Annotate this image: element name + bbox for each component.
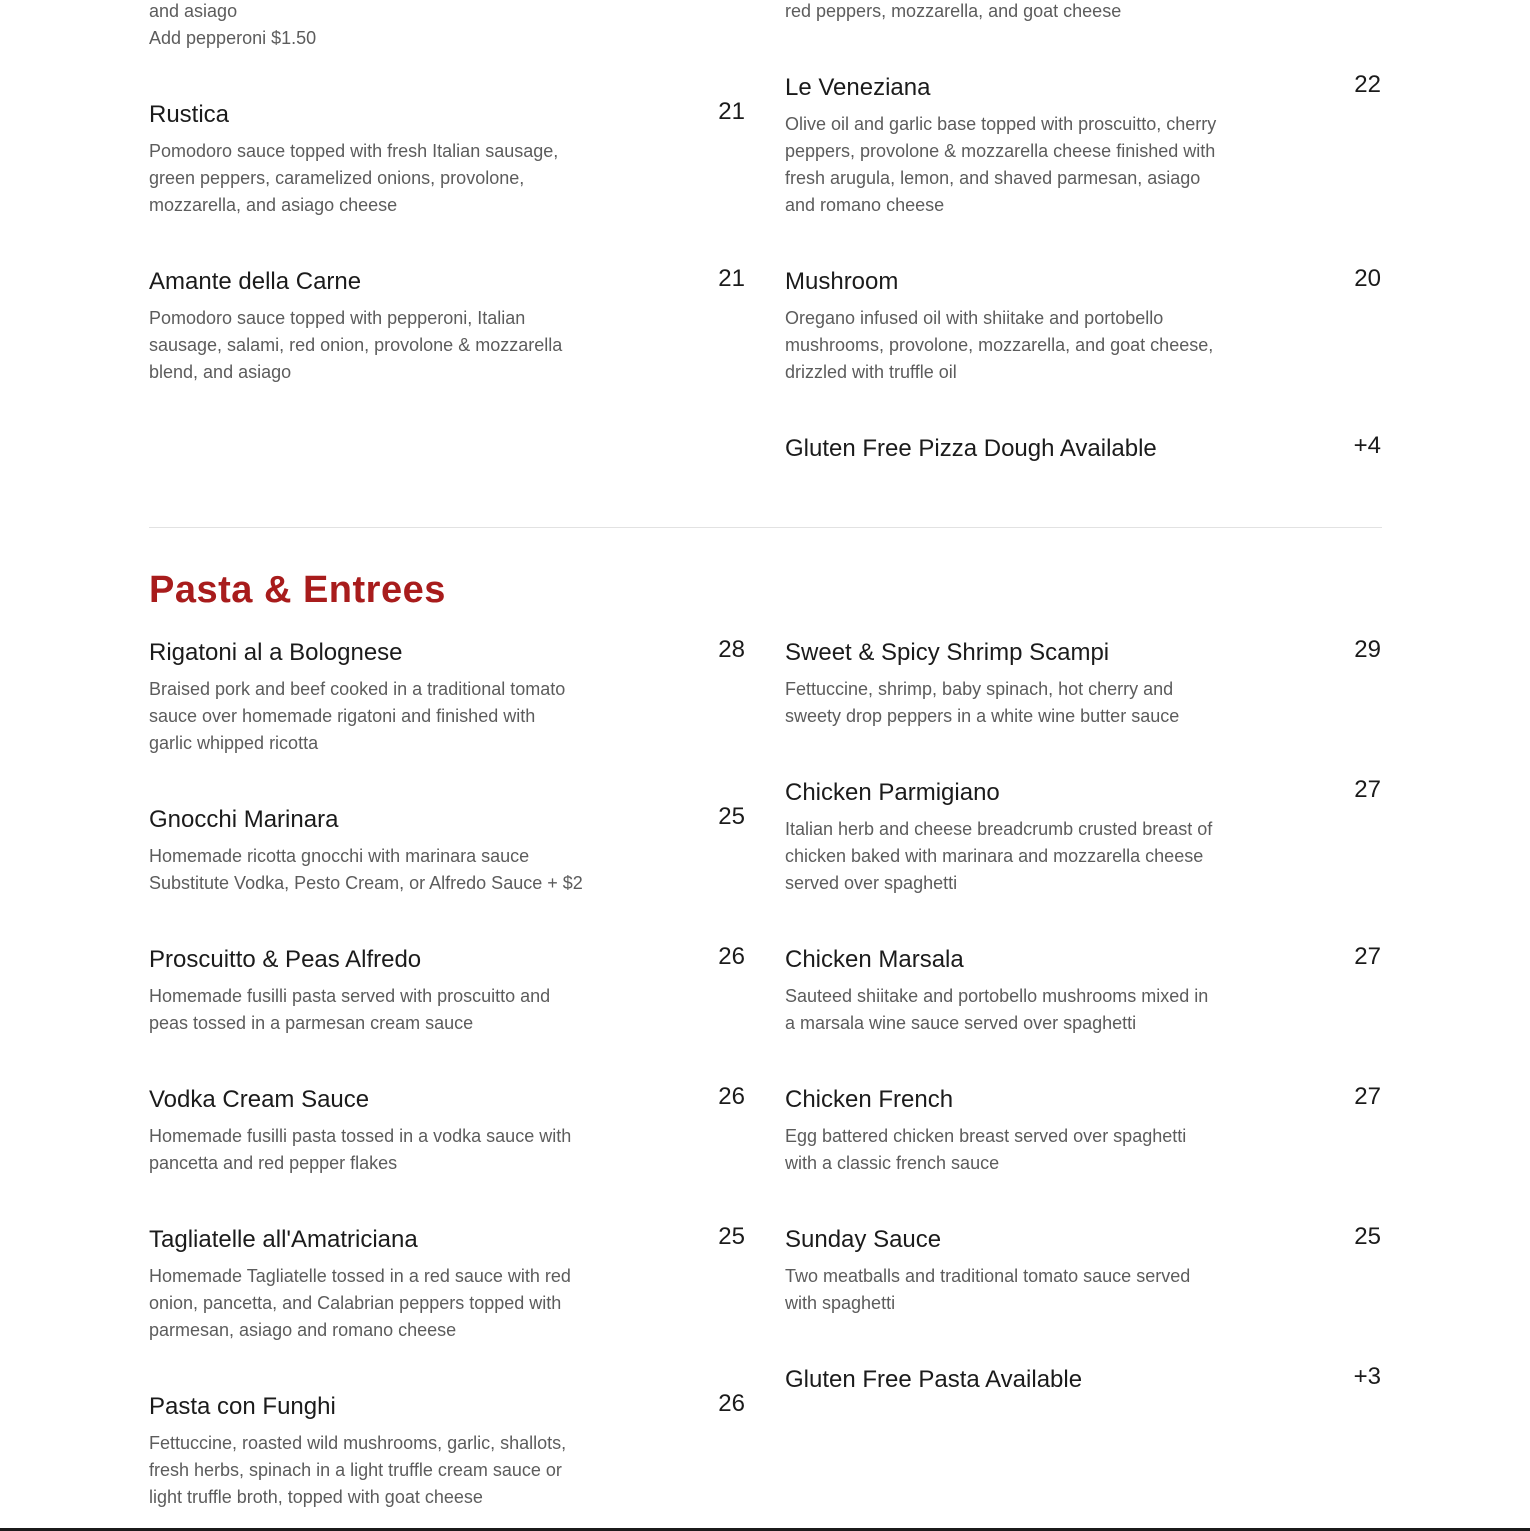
partial-description-line: red peppers, mozzarella, and goat cheese <box>785 1 1122 21</box>
description-line: with a classic french sauce <box>785 1153 1000 1173</box>
item-name: Sunday Sauce <box>785 1226 942 1253</box>
item-description <box>149 1123 571 1177</box>
item-price: 27 <box>1354 776 1381 803</box>
item-price: 27 <box>1354 1083 1381 1110</box>
item-description <box>785 1123 1186 1177</box>
description-line: chicken baked with marinara and mozzarella cheese <box>785 846 1204 866</box>
item-price: 25 <box>1354 1223 1381 1250</box>
item-name: Gluten Free Pizza Dough Available <box>785 435 1157 462</box>
item-description <box>785 816 1212 897</box>
description-line: pancetta and red pepper flakes <box>149 1153 398 1173</box>
item-price: 29 <box>1354 636 1381 663</box>
item-name: Sweet & Spicy Shrimp Scampi <box>785 639 1110 666</box>
description-line: served over spaghetti <box>785 873 958 893</box>
item-name: Tagliatelle all'Amatriciana <box>149 1226 418 1253</box>
description-line: Homemade ricotta gnocchi with marinara sauce <box>149 846 530 866</box>
item-name: Gnocchi Marinara <box>149 806 339 833</box>
item-price: 20 <box>1354 265 1381 292</box>
item-name: Mushroom <box>785 268 899 295</box>
description-line: fresh herbs, spinach in a light truffle cream sauce or <box>149 1460 562 1480</box>
item-description <box>149 138 558 219</box>
description-line: green peppers, caramelized onions, provolone, <box>149 168 525 188</box>
description-line: Olive oil and garlic base topped with proscuitto, cherry <box>785 114 1217 134</box>
description-line: sausage, salami, red onion, provolone & mozzarella <box>149 335 563 355</box>
item-name: Proscuitto & Peas Alfredo <box>149 946 422 973</box>
item-name: Rustica <box>149 101 230 128</box>
description-line: Braised pork and beef cooked in a traditional tomato <box>149 679 566 699</box>
description-line: Fettuccine, shrimp, baby spinach, hot cherry and <box>785 679 1174 699</box>
description-line: parmesan, asiago and romano cheese <box>149 1320 457 1340</box>
item-price: +4 <box>1353 432 1381 459</box>
description-line: Pomodoro sauce topped with pepperoni, Italian <box>149 308 526 328</box>
item-name: Chicken French <box>785 1086 954 1113</box>
item-price: 26 <box>718 1390 745 1417</box>
description-line: Sauteed shiitake and portobello mushrooms mixed in <box>785 986 1209 1006</box>
item-name: Vodka Cream Sauce <box>149 1086 370 1113</box>
item-description <box>785 305 1213 386</box>
description-line: drizzled with truffle oil <box>785 362 957 382</box>
description-line: sweety drop peppers in a white wine butter sauce <box>785 706 1180 726</box>
description-line: mozzarella, and asiago cheese <box>149 195 398 215</box>
description-line: Homemade fusilli pasta tossed in a vodka sauce with <box>149 1126 572 1146</box>
item-price: +3 <box>1353 1363 1381 1390</box>
item-price: 25 <box>718 803 745 830</box>
description-line: Pomodoro sauce topped with fresh Italian sausage, <box>149 141 559 161</box>
description-line: onion, pancetta, and Calabrian peppers topped with <box>149 1293 562 1313</box>
item-description <box>785 676 1179 730</box>
description-line: Homemade Tagliatelle tossed in a red sauce with red <box>149 1266 571 1286</box>
section-divider <box>149 527 1382 528</box>
item-name: Amante della Carne <box>149 268 362 295</box>
item-name: Pasta con Funghi <box>149 1393 336 1420</box>
item-description <box>785 111 1216 219</box>
item-price: 27 <box>1354 943 1381 970</box>
partial-description-line: Add pepperoni $1.50 <box>149 28 317 48</box>
description-line: peas tossed in a parmesan cream sauce <box>149 1013 474 1033</box>
item-description <box>149 1263 571 1344</box>
section-title-pasta-entrees: Pasta & Entrees <box>149 569 446 611</box>
description-line: a marsala wine sauce served over spaghetti <box>785 1013 1137 1033</box>
item-price: 26 <box>718 943 745 970</box>
item-description <box>785 983 1208 1037</box>
description-line: Oregano infused oil with shiitake and portobello <box>785 308 1164 328</box>
item-description <box>149 983 550 1037</box>
item-price: 26 <box>718 1083 745 1110</box>
description-line: sauce over homemade rigatoni and finished with <box>149 706 536 726</box>
description-line: peppers, provolone & mozzarella cheese finished with <box>785 141 1216 161</box>
item-name: Chicken Marsala <box>785 946 964 973</box>
item-description <box>149 843 583 897</box>
description-line: blend, and asiago <box>149 362 292 382</box>
description-line: light truffle broth, topped with goat cheese <box>149 1487 483 1507</box>
item-name: Rigatoni al a Bolognese <box>149 639 403 666</box>
description-line: Homemade fusilli pasta served with proscuitto and <box>149 986 551 1006</box>
item-name: Gluten Free Pasta Available <box>785 1366 1083 1393</box>
description-line: Substitute Vodka, Pesto Cream, or Alfredo Sauce + $2 <box>149 873 583 893</box>
item-price: 25 <box>718 1223 745 1250</box>
description-line: mushrooms, provolone, mozzarella, and goat cheese, <box>785 335 1214 355</box>
description-line: Fettuccine, roasted wild mushrooms, garlic, shallots, <box>149 1433 567 1453</box>
description-line: and romano cheese <box>785 195 945 215</box>
item-description <box>149 676 565 757</box>
item-price: 21 <box>718 265 745 292</box>
description-line: Egg battered chicken breast served over spaghetti <box>785 1126 1187 1146</box>
item-name: Le Veneziana <box>785 74 931 101</box>
description-line: garlic whipped ricotta <box>149 733 319 753</box>
item-price: 21 <box>718 98 745 125</box>
item-description <box>149 305 562 386</box>
item-description <box>149 1430 566 1511</box>
item-description <box>785 1263 1190 1317</box>
description-line: fresh arugula, lemon, and shaved parmesan, asiago <box>785 168 1201 188</box>
description-line: Two meatballs and traditional tomato sauce served <box>785 1266 1191 1286</box>
description-line: with spaghetti <box>785 1293 896 1313</box>
partial-description-line: and asiago <box>149 1 238 21</box>
item-price: 22 <box>1354 71 1381 98</box>
item-name: Chicken Parmigiano <box>785 779 1000 806</box>
item-price: 28 <box>718 636 745 663</box>
description-line: Italian herb and cheese breadcrumb crusted breast of <box>785 819 1213 839</box>
